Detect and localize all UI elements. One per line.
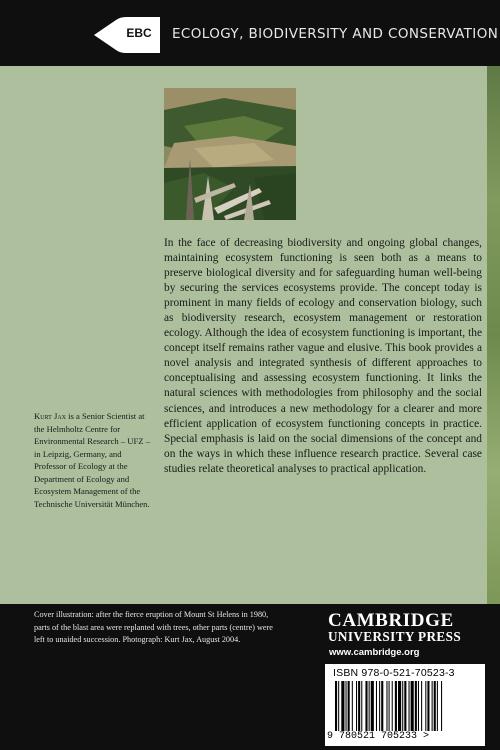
- landscape-photo-icon: [164, 88, 296, 220]
- barcode-digits: 9 780521 705233 >: [327, 731, 430, 742]
- publisher-website: www.cambridge.org: [329, 647, 420, 658]
- cover-illustration-caption: Cover illustration: after the fierce eruption of Mount St Helens in 1980, parts of the blast area were replanted with trees, other parts (centre) were left to unaided succession. Photograph: Kurt Jax, August 2004.: [34, 610, 273, 645]
- series-badge-label: EBC: [126, 26, 152, 40]
- cover-photograph: [164, 88, 296, 220]
- publisher-logo-line1: CAMBRIDGE: [328, 610, 454, 631]
- barcode-icon: [331, 681, 479, 731]
- publisher-logo-line2: UNIVERSITY PRESS: [328, 629, 462, 644]
- side-photo-strip: [487, 66, 500, 604]
- author-bio: [34, 410, 150, 510]
- barcode-panel: [325, 664, 485, 746]
- series-title: ECOLOGY, BIODIVERSITY AND CONSERVATION: [172, 26, 499, 42]
- isbn-text: ISBN 978-0-521-70523-3: [333, 667, 455, 679]
- series-badge: [94, 15, 162, 55]
- book-description: In the face of decreasing biodiversity and ongoing global changes, maintaining ecosystem functioning is seen both as a means to preserve biological diversity and for safeguarding human well-being by securing the services ecosystems provide. The concept today is prominent in many fields of ecology and conservation biology, such as biodiversity research, ecosystem management or restoration ecology. Although the idea of ecosystem functioning is important, the concept itself remains rather vague and elusive. This book provides a novel analysis and integrated synthesis of different approaches to conceptualising and assessing ecosystem functioning. It links the natural sciences with methodologies from philosophy and the social sciences, and introduces a new methodology for a clearer and more efficient application of ecosystem functioning concepts in practice. Special emphasis is laid on the social dimensions of the concept and on the ways in which these influence research practice. Several case studies relate theoretical analyses to practical application.: [164, 237, 482, 475]
- author-bio-text: is a Senior Scientist at the Helmholtz Centre for Environmental Research – UFZ – in Leipzig, Germany, and Professor of Ecology at the Department of Ecology and Ecosystem Management of the Technische Universität München.: [34, 411, 150, 509]
- author-name: Kurt Jax: [34, 411, 67, 421]
